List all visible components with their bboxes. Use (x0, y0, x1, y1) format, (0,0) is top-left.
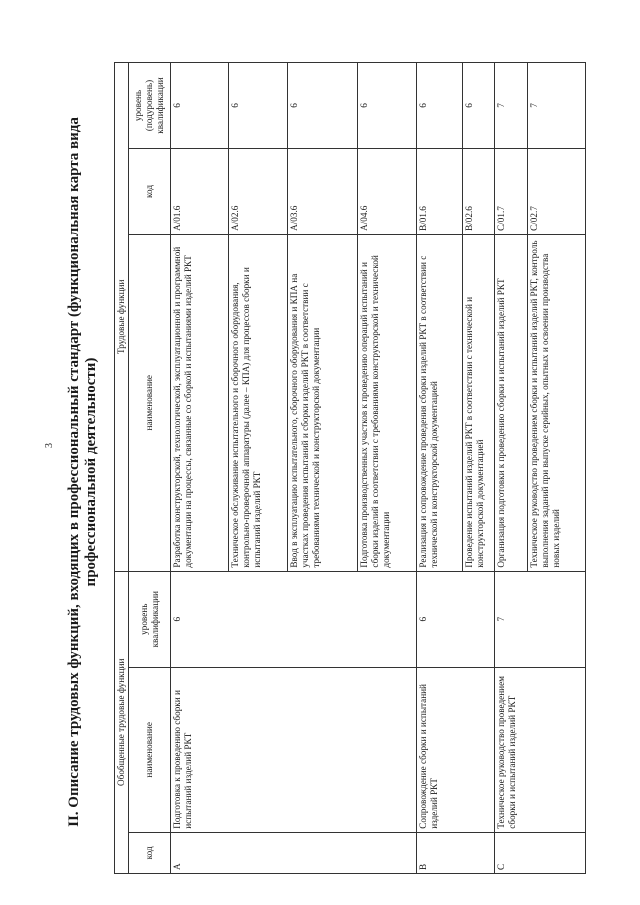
col-code-header: код (129, 832, 171, 873)
col-level-header: уровень квалификации (129, 571, 171, 667)
col-name-header: наименование (129, 667, 171, 832)
function-code: B/01.6 (416, 149, 462, 235)
function-level: 7 (495, 63, 527, 149)
function-name: Реализация и сопровождение проведения сборки изделий РКТ в соответствии с технической и конструкторской документацией (416, 234, 462, 571)
table-row (416, 63, 462, 874)
function-name: Разработка конструкторской, технологической, эксплуатационной и программной документации на процессы, связанные со сборкой и испытаниями изделий РКТ (171, 234, 229, 571)
heading-line-1: II. Описание трудовых функций, входящих в профессиональный стандарт (функциональная карта вида (66, 117, 82, 827)
function-level: 6 (171, 63, 229, 149)
group-code: A (171, 832, 417, 873)
labor-functions-header: Трудовые функции (115, 63, 129, 572)
heading-line-2: профессиональной деятельности) (83, 357, 99, 587)
group-name: Подготовка к проведению сборки и испытаний изделий РКТ (171, 667, 417, 832)
function-level: 7 (527, 63, 585, 149)
function-level: 6 (229, 63, 287, 149)
function-level: 6 (463, 63, 495, 149)
col-tf-level-header: уровень (подуровень) квалификации (129, 63, 171, 149)
function-code: A/02.6 (229, 149, 287, 235)
functional-map-table (114, 62, 586, 874)
function-code: A/04.6 (358, 149, 416, 235)
function-name: Ввод в эксплуатацию испытательного, сборочного оборудования и КПА на участках проведения испытаний и сборки изделий РКТ в соответствии с требованиями технической и конструкторской документации (287, 234, 358, 571)
function-code: C/02.7 (527, 149, 585, 235)
function-code: C/01.7 (495, 149, 527, 235)
function-level: 6 (358, 63, 416, 149)
group-level: 7 (495, 571, 586, 667)
function-level: 6 (287, 63, 358, 149)
section-heading (66, 82, 116, 862)
function-code: B/02.6 (463, 149, 495, 235)
page-number: 3 (44, 443, 55, 448)
function-name: Техническое руководство проведением сборки и испытаний изделий РКТ, контроль выполнения заданий при выпуске серийных, опытных и освоении производства новых изделий (527, 234, 585, 571)
group-name: Техническое руководство проведением сборки и испытаний изделий РКТ (495, 667, 586, 832)
generalized-functions-header: Обобщенные трудовые функции (115, 571, 129, 873)
group-code: B (416, 832, 495, 873)
function-code: A/03.6 (287, 149, 358, 235)
col-tf-code-header: код (129, 149, 171, 235)
function-name: Организация подготовки к проведению сборки и испытаний изделий РКТ (495, 234, 527, 571)
group-level: 6 (416, 571, 495, 667)
function-name: Проведение испытаний изделий РКТ в соответствии с технической и конструкторской документацией (463, 234, 495, 571)
functional-map-table-container (114, 62, 586, 874)
table-row (495, 63, 527, 874)
function-code: A/01.6 (171, 149, 229, 235)
function-name: Техническое обслуживание испытательного и сборочного оборудования, контрольно-проверочной аппаратуры (далее – КПА) для процессов сборки и испытаний изделий РКТ (229, 234, 287, 571)
table-row (171, 63, 229, 874)
function-level: 6 (416, 63, 462, 149)
col-tf-name-header: наименование (129, 234, 171, 571)
group-level: 6 (171, 571, 417, 667)
function-name: Подготовка производственных участков к проведению операций испытаний и сборки изделий в соответствии с требованиями конструкторской и технической документации (358, 234, 416, 571)
group-name: Сопровождение сборки и испытаний изделий РКТ (416, 667, 495, 832)
group-code: C (495, 832, 586, 873)
